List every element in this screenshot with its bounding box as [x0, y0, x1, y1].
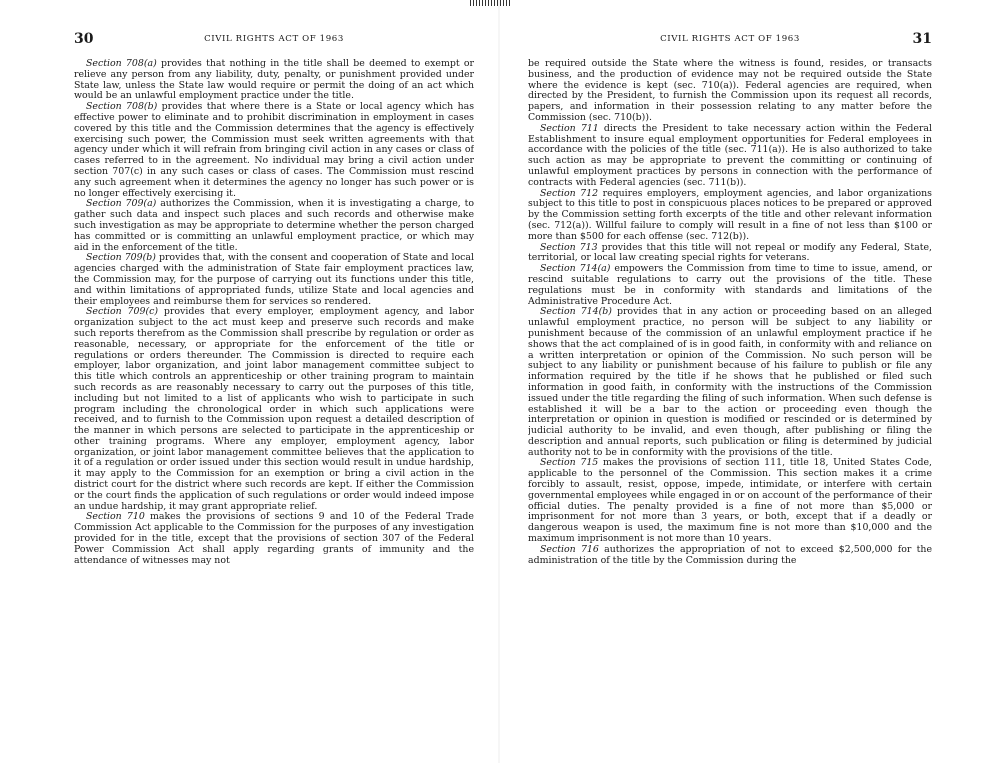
paragraph-716: Section 716 authorizes the appropriation of not to exceed $2,500,000 for the administration of the title by the Commission during the — [528, 543, 932, 566]
paragraph-714a: Section 714(a) empowers the Commission from time to time to issue, amend, or rescind suitable regulations to carry out the provisions of the title. These regulations must be in conformity with standards and limitations of the Administrative Procedure Act. — [528, 263, 932, 307]
paragraph-709a: Section 709(a) authorizes the Commission, when it is investigating a charge, to gather such data and inspect such places and such records and otherwise make such investigation as may be appropriate to determine whether the person charged has committed or is committing an unlawful employment practice, or which may aid in the enforcement of the title. — [74, 198, 474, 253]
right-page-body — [528, 59, 932, 763]
running-head-right: CIVIL RIGHTS ACT OF 1963 — [660, 34, 800, 44]
left-page-body — [74, 59, 474, 763]
right-page — [528, 0, 932, 763]
binding-mark — [470, 0, 510, 6]
paragraph-710-continued: be required outside the State where the witness is found, resides, or transacts business, and the production of evidence may not be required outside the State where the evidence is kept (sec. 710(a)). Federal agencies are required, when directed by the President, to furnish the Commission upon its request all records, papers, and information in their possession relating to any matter before the Commission (sec. 710(b)). — [528, 58, 932, 123]
paragraph-709c: Section 709(c) provides that every employer, employment agency, and labor organization subject to the act must keep and preserve such records and make such reports therefrom as the Commission shall prescribe by regulation or order as reasonable, necessary, or appropriate for the enforcement of the title or regulations or orders thereunder. The Commission is directed to require each employer, labor organization, and joint labor management committee subject to this title which controls an apprenticeship or other training program to maintain such records as are reasonably necessary to carry out the purposes of this title, including but not limited to a list of applicants who wish to participate in such program including the chronological order in which such applications were received, and to furnish to the Commission upon request a detailed description of the manner in which persons are selected to participate in the apprenticeship or other training programs. Where any employer, employment agency, labor organization, or joint labor management committee believes that the application to it of a regulation or order issued under this section would result in undue hardship, it may apply to the Commission for an exemption or bring a civil action in the district court for the district where such records are kept. If either the Commission or the court finds the application of such regulations or order would indeed impose an undue hardship, it may grant appropriate relief. — [74, 306, 474, 512]
running-head-left: CIVIL RIGHTS ACT OF 1963 — [204, 34, 344, 44]
paragraph-709b: Section 709(b) provides that, with the consent and cooperation of State and local agencies charged with the administration of State fair employment practices law, the Commission may, for the purpose of carrying out its functions under this title, and within limitations of appropriated funds, utilize State and local agencies and their employees and reimburse them for services so rendered. — [74, 252, 474, 307]
paragraph-711: Section 711 directs the President to take necessary action within the Federal Establishment to insure equal employment opportunities for Federal employees in accordance with the policies of the title (sec. 711(a)). He is also authorized to take such action as may be appropriate to prevent the committing or continuing of unlawful employment practices by persons in connection with the performance of contracts with Federal agencies (sec. 711(b)). — [528, 122, 932, 188]
page-number-left: 30 — [74, 31, 94, 47]
paragraph-713: Section 713 provides that this title will not repeal or modify any Federal, State, territorial, or local law creating special rights for veterans. — [528, 241, 932, 264]
gutter — [498, 0, 500, 763]
paragraph-715: Section 715 makes the provisions of section 111, title 18, United States Code, applicable to the personnel of the Commission. This section makes it a crime forcibly to assault, resist, oppose, impede, intimidate, or interfere with certain governmental employees while engaged in or on account of the performance of their official duties. The penalty provided is a fine of not more than $5,000 or imprisonment for not more than 3 years, or both, except that if a deadly or dangerous weapon is used, the maximum fine is not more than $10,000 and the maximum imprisonment is not more than 10 years. — [528, 457, 932, 545]
paragraph-710: Section 710 makes the provisions of sections 9 and 10 of the Federal Trade Commission Act applicable to the Commission for the purposes of any investigation provided for in the title, except that the provisions of section 307 of the Federal Power Commission Act shall apply regarding grants of immunity and the attendance of witnesses may not — [74, 511, 474, 566]
page-number-right: 31 — [912, 31, 932, 47]
paragraph-712: Section 712 requires employers, employment agencies, and labor organizations subject to this title to post in conspicuous places notices to be prepared or approved by the Commission setting forth excerpts of the title and other relevant information (sec. 712(a)). Willful failure to comply will result in a fine of not less than $100 or more than $500 for each offense (sec. 712(b)). — [528, 187, 932, 242]
paragraph-708a: Section 708(a) provides that nothing in the title shall be deemed to exempt or relieve any person from any liability, duty, penalty, or punishment provided under State law, unless the State law would require or permit the doing of an act which would be an unlawful employment practice under the title. — [74, 58, 474, 102]
left-page — [74, 0, 474, 763]
paragraph-708b: Section 708(b) provides that where there is a State or local agency which has effective power to eliminate and to prohibit discrimination in employment in cases covered by this title and the Commission determines that the agency is effectively exercising such power, the Commission must seek written agreements with that agency under which it will refrain from bringing civil action in any cases or class of cases referred to in the agreement. No individual may bring a civil action under section 707(c) in any such cases or class of cases. The Commission must rescind any such agreement when it determines the agency no longer has such power or is no longer effectively exercising it. — [74, 101, 474, 199]
paragraph-714b: Section 714(b) provides that in any action or proceeding based on an alleged unlawful employment practice, no person will be subject to any liability or punishment because of the commission of an unlawful employment practice if he shows that the act complained of is in good faith, in conformity with and reliance on a written interpretation or opinion of the Commission. No such person will be subject to any liability or punishment because of his failure to publish or file any information required by the title if he shows that he published or filed such information in good faith, in conformity with the instructions of the Commission issued under the title regarding the filing of such information. When such defense is established it will be a bar to the action or proceeding even though the interpretation or opinion in question is modified or rescinded or is determined by judicial authority to be invalid, and even though, after publishing or filing the description and annual reports, such publication or filing is determined by judicial authority not to be in conformity with the provisions of the title. — [528, 306, 932, 458]
